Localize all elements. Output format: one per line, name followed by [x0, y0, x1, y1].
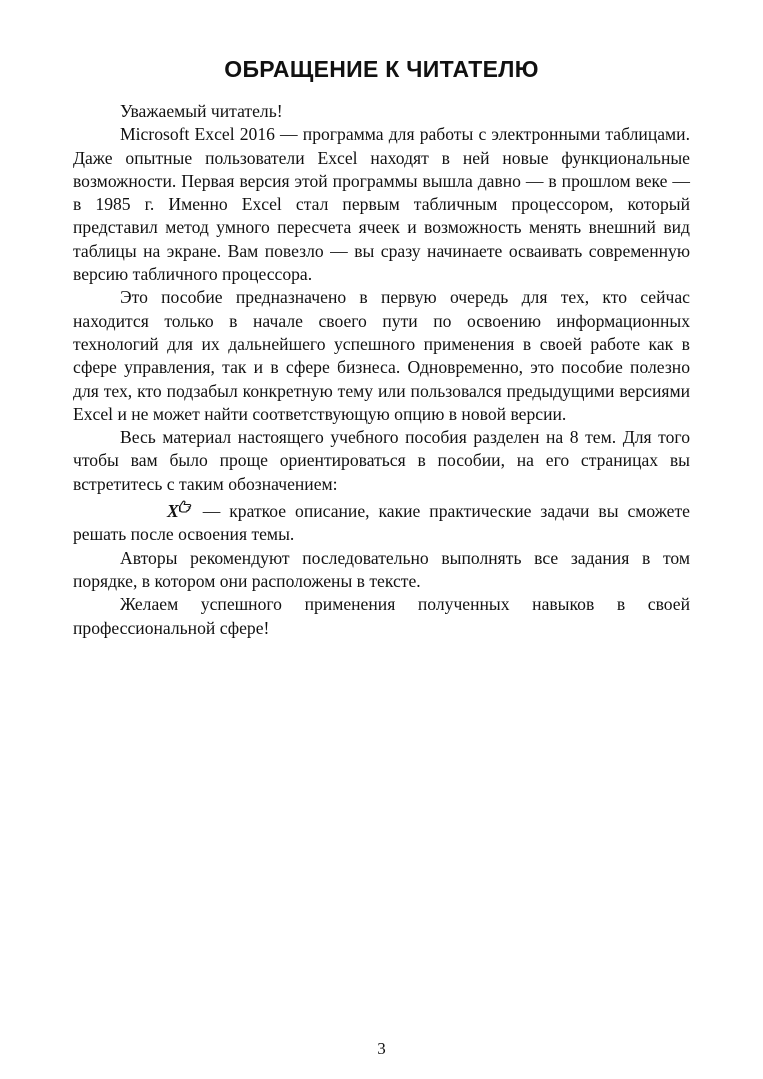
symbol-letter: X: [167, 501, 179, 522]
paragraph-audience: Это пособие предназначено в первую очередь для тех, кто сейчас находится только в начале своего пути по освоению информационных технологий для их дальнейшего успешного применения в своей работе как в сфере управления, так и в сфере бизнеса. Одновременно, это пособие полезно для тех, кто подзабыл конкретную тему или пользовался предыдущими версиями Excel и не может найти соответствующую опцию в новой версии.: [73, 287, 690, 424]
paragraph-wishes: Желаем успешного применения полученных навыков в своей профессиональной сфере!: [73, 594, 690, 638]
paragraph-structure: Весь материал настоящего учебного пособия разделен на 8 тем. Для того чтобы вам было проще ориентироваться в пособии, на его страницах вы встретитесь с таким обозначением:: [73, 427, 690, 494]
page-title: ОБРАЩЕНИЕ К ЧИТАТЕЛЮ: [224, 56, 539, 82]
symbol-legend: [73, 500, 690, 547]
body-text: [73, 100, 690, 640]
paragraph-intro: Microsoft Excel 2016 — программа для работы с электронными таблицами. Даже опытные пользователи Excel находят в ней новые функциональные возможности. Первая версия этой программы вышла давно — в прошлом веке — в 1985 г. Именно Excel стал первым табличным процессором, который представил метод умного пересчета ячеек и возможность менять внешний вид таблицы на экране. Вам повезло — вы сразу начинаете осваивать современную версию табличного процессора.: [73, 124, 690, 285]
paragraph-recommendation: Авторы рекомендуют последовательно выполнять все задания в том порядке, в котором они расположены в тексте.: [73, 547, 690, 591]
page-number: 3: [377, 1039, 386, 1058]
pointing-hand-icon: [178, 500, 192, 513]
symbol-mark: [120, 500, 192, 523]
symbol-description: — краткое описание, какие практические задачи вы сможете решать после освоения темы.: [73, 501, 690, 545]
greeting: Уважаемый читатель!: [120, 101, 283, 121]
